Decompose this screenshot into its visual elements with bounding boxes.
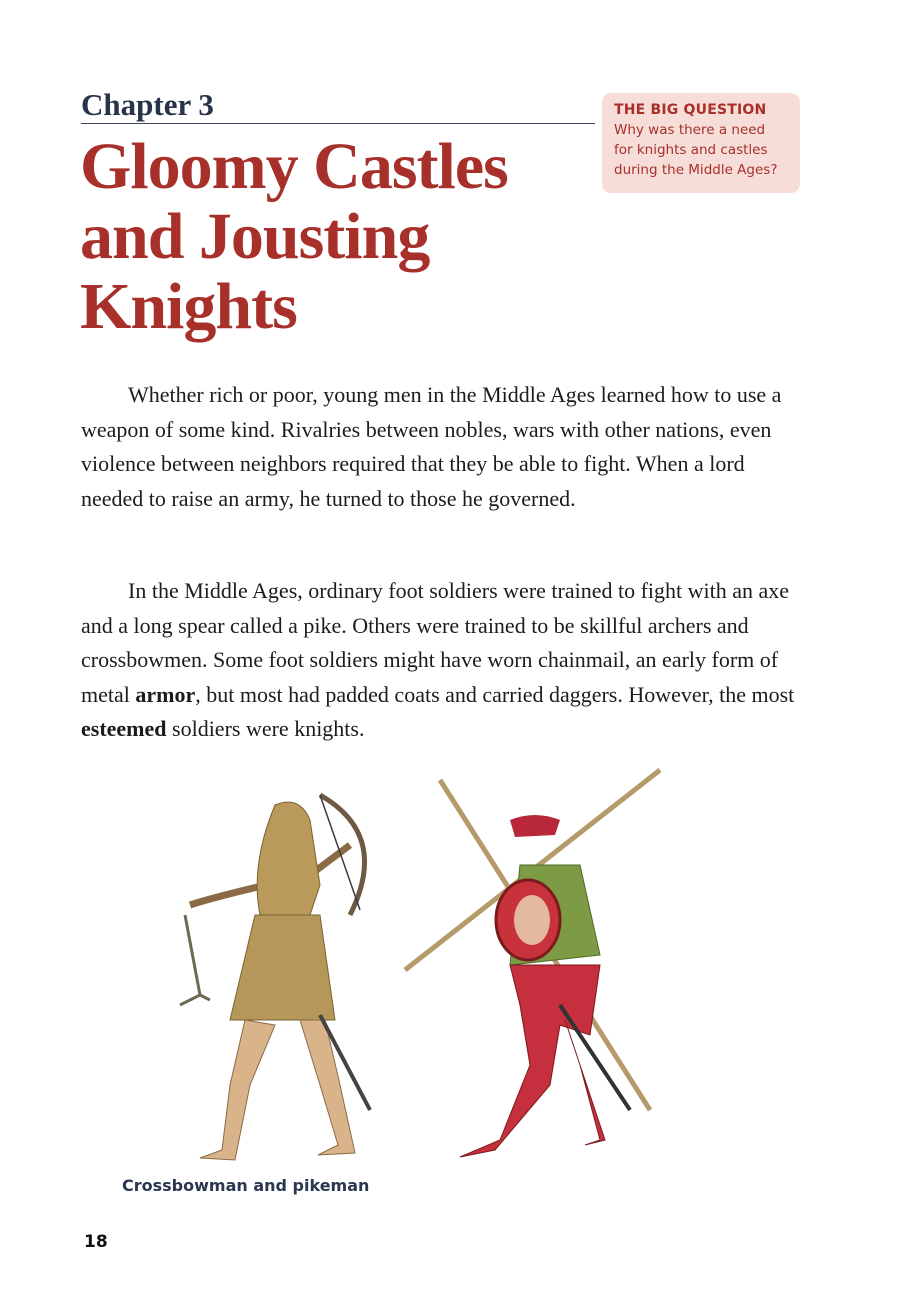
title-line: and Jousting bbox=[80, 200, 430, 273]
title-line: Gloomy Castles bbox=[80, 130, 508, 203]
title-line: Knights bbox=[80, 270, 297, 343]
paragraph-text bbox=[81, 574, 796, 747]
crossbowman-figure bbox=[180, 795, 370, 1160]
big-question-heading: THE BIG QUESTION bbox=[614, 102, 767, 118]
big-question-line: Why was there a need bbox=[614, 122, 766, 138]
chapter-title bbox=[80, 132, 600, 342]
text-run: In the Middle Ages, ordinary foot soldiers were trained to fight with an axe and a long spear called a pike. Others were trained to be skillful archers and crossbowmen. Some foot soldiers might have worn chainmail, an early form of metal bbox=[81, 578, 790, 707]
paragraph-1 bbox=[81, 378, 796, 516]
text-run: soldiers were knights. bbox=[166, 716, 365, 741]
vocab-term-armor: armor bbox=[135, 681, 196, 707]
big-question-line: for knights and castles bbox=[614, 142, 768, 158]
big-question-text bbox=[614, 120, 792, 180]
pikeman-figure bbox=[405, 770, 660, 1157]
soldiers-image bbox=[160, 765, 680, 1170]
figure-caption: Crossbowman and pikeman bbox=[122, 1176, 370, 1195]
crossbowman-pikeman-illustration bbox=[160, 765, 680, 1170]
paragraph-2 bbox=[81, 574, 796, 747]
page-number: 18 bbox=[84, 1232, 108, 1252]
paragraph-text: Whether rich or poor, young men in the Middle Ages learned how to use a weapon of some kind. Rivalries between nobles, wars with other nations, even violence between neighbors required that they be able to fight. When a lord needed to raise an army, he turned to those he governed. bbox=[81, 382, 782, 511]
big-question-box bbox=[602, 93, 800, 193]
text-run: , but most had padded coats and carried daggers. However, the most bbox=[195, 681, 795, 707]
big-question-line: during the Middle Ages? bbox=[614, 162, 778, 178]
vocab-term-esteemed: esteemed bbox=[81, 716, 167, 741]
chapter-label: Chapter 3 bbox=[81, 88, 595, 124]
